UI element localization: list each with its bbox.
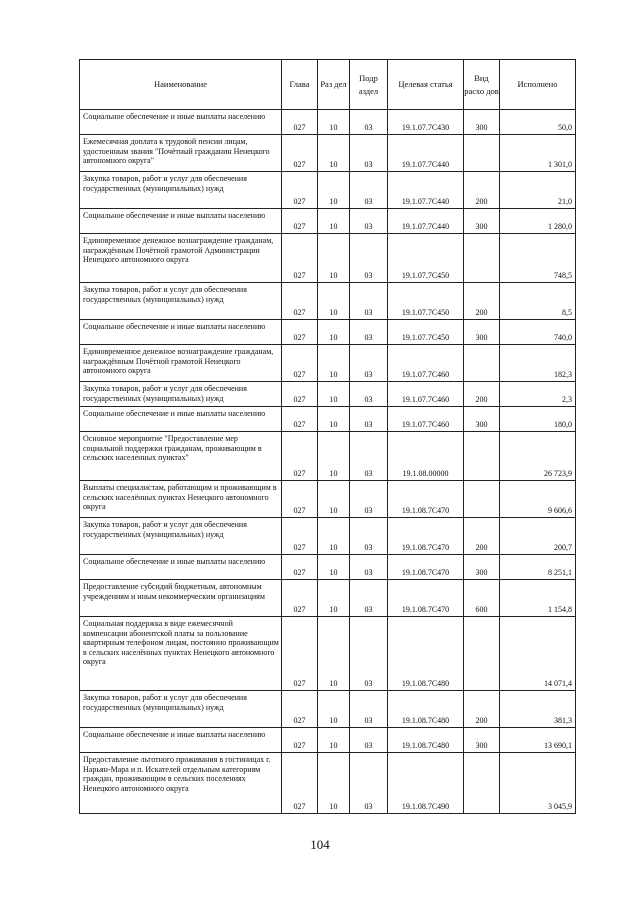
row-name: Выплаты специалистам, работающим и проживающим в сельских населённых пунктах Ненецкого автономного округа: [80, 481, 282, 518]
row-amount: 1 154,8: [500, 580, 576, 617]
row-chapter: 027: [282, 172, 318, 209]
row-section: 10: [318, 432, 350, 481]
row-subsection: 03: [350, 580, 388, 617]
row-amount: 381,3: [500, 691, 576, 728]
table-row: [80, 209, 576, 234]
row-chapter: 027: [282, 135, 318, 172]
row-expense-type: [464, 617, 500, 691]
row-name: Единовременное денежное вознаграждение гражданам, награждённым Почётной грамотой Администрации Ненецкого автономного округа: [80, 234, 282, 283]
row-section: 10: [318, 580, 350, 617]
row-amount: 13 690,1: [500, 728, 576, 753]
row-name: Предоставление льготного проживания в гостиницах г. Нарьян-Мара и п. Искателей отдельным категориям граждан, проживающим в сельских поселениях Ненецкого автономного округа: [80, 753, 282, 814]
table-row: [80, 345, 576, 382]
table-row: [80, 753, 576, 814]
table-row: [80, 283, 576, 320]
header-target: Целевая статья: [388, 60, 464, 110]
row-target: 19.1.07.7С440: [388, 172, 464, 209]
row-section: 10: [318, 518, 350, 555]
row-section: 10: [318, 234, 350, 283]
table-row: [80, 617, 576, 691]
row-target: 19.1.07.7С440: [388, 209, 464, 234]
header-name: Наименование: [80, 60, 282, 110]
row-section: 10: [318, 135, 350, 172]
row-amount: 14 071,4: [500, 617, 576, 691]
row-name: Основное мероприятие "Предоставление мер социальной поддержки гражданам, проживающим в сельских населенных пунктах": [80, 432, 282, 481]
row-amount: 748,5: [500, 234, 576, 283]
row-name: Закупка товаров, работ и услуг для обеспечения государственных (муниципальных) нужд: [80, 283, 282, 320]
row-name: Социальная поддержка в виде ежемесячной компенсации абонентской платы за пользование квартирным телефоном лицам, постоянно проживающим в сельских населённых пунктах Ненецкого автономного округа: [80, 617, 282, 691]
table-row: [80, 555, 576, 580]
row-name: Социальное обеспечение и иные выплаты населению: [80, 728, 282, 753]
row-name: Закупка товаров, работ и услуг для обеспечения государственных (муниципальных) нужд: [80, 518, 282, 555]
row-subsection: 03: [350, 753, 388, 814]
table-row: [80, 691, 576, 728]
table-row: [80, 481, 576, 518]
row-expense-type: 300: [464, 320, 500, 345]
header-expense-type: Вид расхо дов: [464, 60, 500, 110]
row-expense-type: 200: [464, 691, 500, 728]
row-name: Закупка товаров, работ и услуг для обеспечения государственных (муниципальных) нужд: [80, 172, 282, 209]
row-expense-type: [464, 234, 500, 283]
row-subsection: 03: [350, 617, 388, 691]
row-amount: 200,7: [500, 518, 576, 555]
row-expense-type: [464, 345, 500, 382]
row-target: 19.1.08.7С480: [388, 617, 464, 691]
table-row: [80, 580, 576, 617]
row-name: Социальное обеспечение и иные выплаты населению: [80, 320, 282, 345]
row-chapter: 027: [282, 691, 318, 728]
row-target: 19.1.08.00000: [388, 432, 464, 481]
budget-table: [79, 59, 576, 814]
row-target: 19.1.07.7С460: [388, 407, 464, 432]
row-expense-type: 200: [464, 518, 500, 555]
row-subsection: 03: [350, 728, 388, 753]
row-chapter: 027: [282, 728, 318, 753]
row-section: 10: [318, 345, 350, 382]
row-subsection: 03: [350, 135, 388, 172]
row-chapter: 027: [282, 481, 318, 518]
row-target: 19.1.08.7С480: [388, 691, 464, 728]
row-subsection: 03: [350, 283, 388, 320]
row-subsection: 03: [350, 382, 388, 407]
row-target: 19.1.07.7С450: [388, 283, 464, 320]
row-chapter: 027: [282, 518, 318, 555]
row-section: 10: [318, 691, 350, 728]
row-chapter: 027: [282, 432, 318, 481]
row-amount: 26 723,9: [500, 432, 576, 481]
row-chapter: 027: [282, 320, 318, 345]
row-name: Единовременное денежное вознаграждение гражданам, награждённым Почётной грамотой Ненецкого автономного округа: [80, 345, 282, 382]
row-section: 10: [318, 209, 350, 234]
row-expense-type: 300: [464, 407, 500, 432]
table-row: [80, 407, 576, 432]
row-subsection: 03: [350, 209, 388, 234]
row-subsection: 03: [350, 481, 388, 518]
row-amount: 9 606,6: [500, 481, 576, 518]
row-subsection: 03: [350, 320, 388, 345]
table-row: [80, 110, 576, 135]
row-expense-type: [464, 481, 500, 518]
row-expense-type: 200: [464, 382, 500, 407]
row-expense-type: 300: [464, 110, 500, 135]
table-header-row: [80, 60, 576, 110]
row-name: Ежемесячная доплата к трудовой пенсии лицам, удостоенным звания "Почётный гражданин Ненецкого автономного округа": [80, 135, 282, 172]
row-name: Социальное обеспечение и иные выплаты населению: [80, 209, 282, 234]
header-subsection: Подр аздел: [350, 60, 388, 110]
row-name: Социальное обеспечение и иные выплаты населению: [80, 407, 282, 432]
row-chapter: 027: [282, 382, 318, 407]
row-subsection: 03: [350, 110, 388, 135]
row-target: 19.1.07.7С450: [388, 234, 464, 283]
row-name: Социальное обеспечение и иные выплаты населению: [80, 555, 282, 580]
row-subsection: 03: [350, 555, 388, 580]
row-section: 10: [318, 407, 350, 432]
row-section: 10: [318, 172, 350, 209]
table-row: [80, 234, 576, 283]
row-target: 19.1.07.7С440: [388, 135, 464, 172]
header-section: Раз дел: [318, 60, 350, 110]
page-number: 104: [310, 837, 330, 852]
table-body: [80, 110, 576, 814]
row-section: 10: [318, 283, 350, 320]
row-target: 19.1.08.7С470: [388, 555, 464, 580]
table-row: [80, 382, 576, 407]
row-amount: 182,3: [500, 345, 576, 382]
row-chapter: 027: [282, 407, 318, 432]
row-section: 10: [318, 320, 350, 345]
row-section: 10: [318, 555, 350, 580]
row-section: 10: [318, 110, 350, 135]
row-amount: 2,3: [500, 382, 576, 407]
table-row: [80, 135, 576, 172]
row-section: 10: [318, 753, 350, 814]
table-row: [80, 320, 576, 345]
row-expense-type: [464, 753, 500, 814]
row-section: 10: [318, 617, 350, 691]
row-amount: 21,0: [500, 172, 576, 209]
row-name: Предоставление субсидий бюджетным, автономным учреждениям и иным некоммерческим организациям: [80, 580, 282, 617]
row-expense-type: [464, 432, 500, 481]
row-target: 19.1.08.7С470: [388, 580, 464, 617]
row-expense-type: 300: [464, 728, 500, 753]
row-name: Закупка товаров, работ и услуг для обеспечения государственных (муниципальных) нужд: [80, 382, 282, 407]
row-section: 10: [318, 481, 350, 518]
row-expense-type: 300: [464, 209, 500, 234]
row-target: 19.1.07.7С460: [388, 382, 464, 407]
row-subsection: 03: [350, 234, 388, 283]
row-target: 19.1.07.7С460: [388, 345, 464, 382]
row-subsection: 03: [350, 345, 388, 382]
row-chapter: 027: [282, 209, 318, 234]
row-chapter: 027: [282, 110, 318, 135]
row-name: Социальное обеспечение и иные выплаты населению: [80, 110, 282, 135]
table-row: [80, 518, 576, 555]
row-expense-type: 600: [464, 580, 500, 617]
row-chapter: 027: [282, 555, 318, 580]
row-subsection: 03: [350, 691, 388, 728]
row-target: 19.1.07.7С430: [388, 110, 464, 135]
header-chapter: Глава: [282, 60, 318, 110]
row-subsection: 03: [350, 172, 388, 209]
row-name: Закупка товаров, работ и услуг для обеспечения государственных (муниципальных) нужд: [80, 691, 282, 728]
row-chapter: 027: [282, 617, 318, 691]
row-subsection: 03: [350, 432, 388, 481]
table-row: [80, 432, 576, 481]
row-chapter: 027: [282, 345, 318, 382]
row-amount: 50,0: [500, 110, 576, 135]
row-chapter: 027: [282, 283, 318, 320]
row-amount: 740,0: [500, 320, 576, 345]
row-expense-type: 200: [464, 172, 500, 209]
row-target: 19.1.08.7С470: [388, 518, 464, 555]
budget-table-container: [79, 59, 575, 814]
table-row: [80, 172, 576, 209]
header-executed: Исполнено: [500, 60, 576, 110]
row-chapter: 027: [282, 753, 318, 814]
row-amount: 1 280,0: [500, 209, 576, 234]
row-expense-type: 300: [464, 555, 500, 580]
row-section: 10: [318, 382, 350, 407]
row-subsection: 03: [350, 518, 388, 555]
table-row: [80, 728, 576, 753]
row-expense-type: 200: [464, 283, 500, 320]
row-expense-type: [464, 135, 500, 172]
row-amount: 8 251,1: [500, 555, 576, 580]
row-amount: 1 301,0: [500, 135, 576, 172]
row-target: 19.1.08.7С490: [388, 753, 464, 814]
row-amount: 8,5: [500, 283, 576, 320]
row-chapter: 027: [282, 580, 318, 617]
row-target: 19.1.08.7С470: [388, 481, 464, 518]
row-section: 10: [318, 728, 350, 753]
row-chapter: 027: [282, 234, 318, 283]
row-subsection: 03: [350, 407, 388, 432]
row-amount: 180,0: [500, 407, 576, 432]
row-target: 19.1.08.7С480: [388, 728, 464, 753]
row-amount: 3 045,9: [500, 753, 576, 814]
row-target: 19.1.07.7С450: [388, 320, 464, 345]
